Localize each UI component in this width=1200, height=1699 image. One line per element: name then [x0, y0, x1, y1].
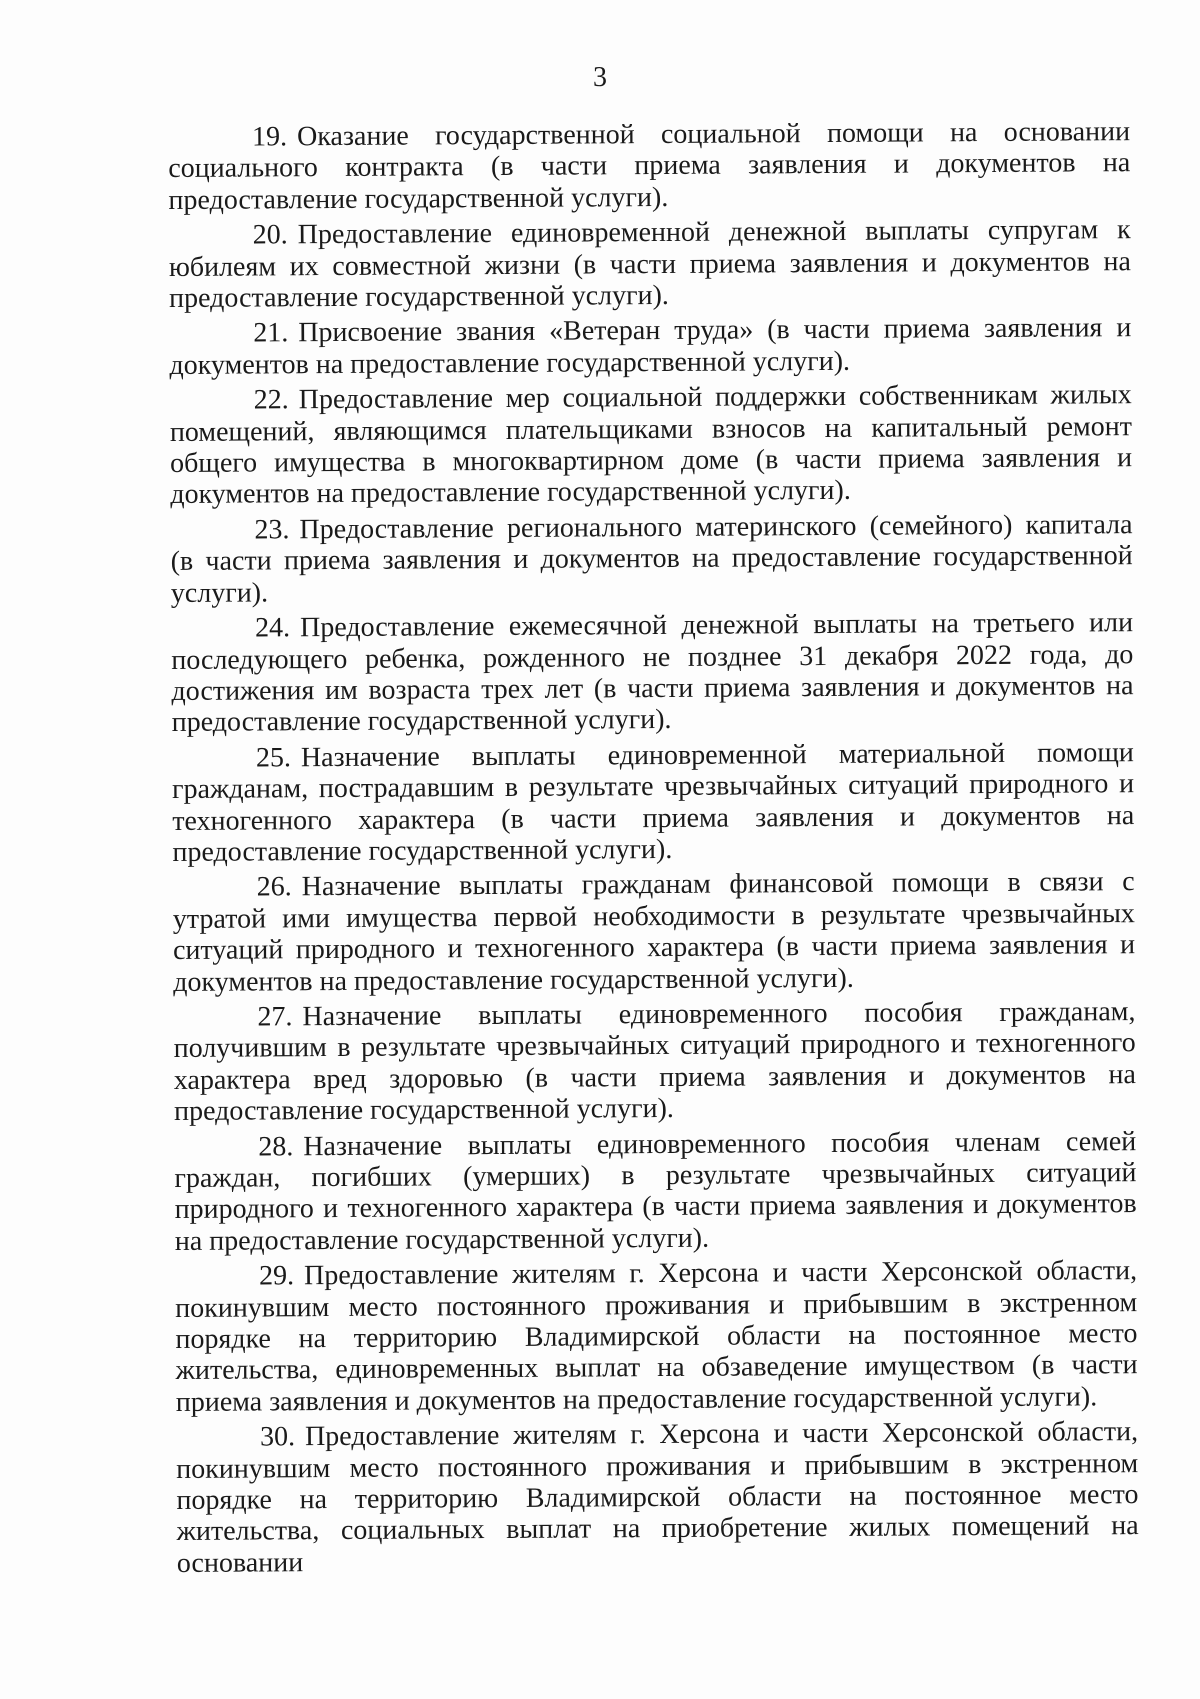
item-text: Предоставление единовременной денежной выплаты супругам к юбилеям их совместной жизни (в части приема заявления и документов на предоставление государственной услуги).: [168, 214, 1131, 315]
page-number: 3: [593, 62, 607, 93]
item-number: 19.: [251, 121, 288, 153]
list-item-20: [169, 214, 1132, 314]
item-text: Предоставление жителям г. Херсона и части Херсонской области, покинувшим место постоянного проживания и прибывшим в экстренном порядке на территорию Владимирской области на постоянное место жительства, социальных выплат на приобретение жилых помещений на основании: [176, 1416, 1139, 1579]
list-item-21: [169, 313, 1131, 382]
item-text: Оказание государственной социальной помощи на основании социального контракта (в части приема заявления и документов на предоставление государственной услуги).: [168, 116, 1131, 216]
item-number: 23.: [254, 514, 290, 546]
item-number: 25.: [255, 741, 291, 774]
list-item-27: [173, 996, 1136, 1127]
item-text: Присвоение звания «Ветеран труда» (в части приема заявления и документов на предоставление государственной услуги).: [169, 312, 1132, 381]
item-text: Предоставление ежемесячной денежной выплаты на третьего или последующего ребенка, рожденного не позднее 31 декабря 2022 года, до достижения им возраста трех лет (в части приема заявления и документов на предоставление государственной услуги).: [171, 607, 1134, 739]
list-item-28: [174, 1126, 1137, 1257]
item-text: Предоставление регионального материнского (семейного) капитала (в части приема заявления и документов на предоставление государственной услуги).: [170, 508, 1133, 609]
item-text: Назначение выплаты единовременного пособия членам семей граждан, погибших (умерших) в результате чрезвычайных ситуаций природного и техногенного характера (в части приема заявления и документов на предоставление государственной услуги).: [174, 1125, 1137, 1257]
item-number: 27.: [257, 1001, 293, 1033]
list-item-23: [170, 509, 1133, 609]
document-body: [168, 116, 1139, 1583]
item-text: Назначение выплаты гражданам финансовой помощи в связи с утратой ими имущества первой необходимости в результате чрезвычайных ситуаций природного и техногенного характера (в части приема заявления и документов на предоставление государственной услуги).: [172, 866, 1136, 998]
item-number: 28.: [258, 1130, 294, 1163]
list-item-26: [173, 866, 1136, 997]
item-text: Предоставление мер социальной поддержки собственникам жилых помещений, являющимся плательщиками взносов на капитальный ремонт общего имущества в многоквартирном доме (в части приема заявления и документов на предоставление государственной услуги).: [169, 379, 1133, 511]
item-number: 21.: [253, 317, 289, 349]
item-text: Назначение выплаты единовременного пособия гражданам, получившим в результате чрезвычайных ситуаций природного и техногенного характера вред здоровью (в части приема заявления и документов на предоставление государственной услуги).: [173, 996, 1136, 1128]
item-number: 30.: [259, 1421, 296, 1453]
list-item-24: [171, 607, 1134, 738]
item-text: Предоставление жителям г. Херсона и части Херсонской области, покинувшим место постоянного проживания и прибывшим в экстренном порядке на территорию Владимирской области на постоянное место жительства, единовременных выплат на обзаведение имуществом (в части приема заявления и документов на предоставление государственной услуги).: [175, 1255, 1138, 1418]
item-number: 29.: [258, 1260, 295, 1292]
item-number: 20.: [252, 219, 288, 251]
list-item-25: [172, 737, 1135, 868]
item-number: 24.: [254, 612, 291, 644]
item-number: 26.: [256, 871, 292, 903]
list-item-30: [176, 1416, 1139, 1579]
list-item-19: [168, 116, 1131, 216]
list-item-29: [175, 1255, 1138, 1418]
list-item-22: [170, 379, 1133, 510]
item-text: Назначение выплаты единовременной материальной помощи гражданам, пострадавшим в результате чрезвычайных ситуаций природного и техногенного характера (в части приема заявления и документов на предоставление государственной услуги).: [171, 736, 1135, 868]
item-number: 22.: [253, 384, 289, 416]
